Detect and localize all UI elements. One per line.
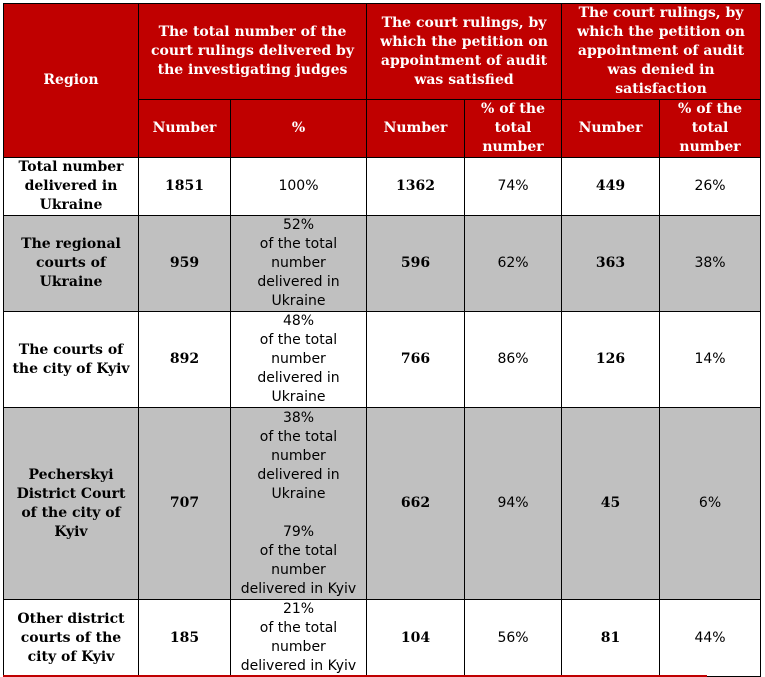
percent-line: 48% [282,313,315,329]
table-row [4,216,761,312]
header-row-top [4,4,761,100]
table-row [4,158,761,216]
percent-line: Ukraine [271,293,326,309]
total-percent-cell [231,600,367,677]
header-total-percent: % [231,100,367,158]
percent-line: 21% [282,601,315,617]
denied-number-cell: 81 [562,600,660,677]
table-row [4,312,761,408]
table-row [4,600,761,677]
satisfied-percent-cell: 94% [465,408,562,600]
region-cell: Pecherskyi District Court of the city of Kyiv [4,408,139,600]
header-satisfied-number: Number [367,100,465,158]
denied-percent-cell: 38% [660,216,761,312]
header-satisfied-rulings: The court rulings, by which the petition on appointment of audit was satisfied [367,4,562,100]
percent-line: number [271,351,326,367]
percent-line: 52% [282,217,315,233]
total-percent-cell [231,158,367,216]
total-number-cell: 185 [139,600,231,677]
percent-line: Ukraine [271,485,326,502]
satisfied-number-cell: 104 [367,600,465,677]
denied-percent-cell: 26% [660,158,761,216]
percent-line: delivered in Kyiv [240,580,357,597]
denied-number-cell: 449 [562,158,660,216]
percent-line: of the total [259,428,338,445]
total-number-cell: 1851 [139,158,231,216]
total-percent-cell [231,216,367,312]
header-denied-rulings: The court rulings, by which the petition on appointment of audit was denied in satisfaction [562,4,761,100]
percent-line: of the total [259,542,338,559]
denied-percent-cell: 14% [660,312,761,408]
region-cell: Other district courts of the city of Kyiv [4,600,139,677]
header-region: Region [4,4,139,158]
percent-line: of the total [259,236,338,252]
denied-number-cell: 363 [562,216,660,312]
table-body [4,158,761,677]
total-number-cell: 707 [139,408,231,600]
header-satisfied-percent: % of the total number [465,100,562,158]
header-total-rulings: The total number of the court rulings delivered by the investigating judges [139,4,367,100]
denied-percent-cell: 6% [660,408,761,600]
satisfied-number-cell: 766 [367,312,465,408]
header-total-number: Number [139,100,231,158]
header-denied-number: Number [562,100,660,158]
satisfied-percent-cell: 62% [465,216,562,312]
percent-line: Ukraine [271,389,326,405]
denied-number-cell: 45 [562,408,660,600]
denied-percent-cell: 44% [660,600,761,677]
percent-line: number [271,561,326,578]
total-number-cell: 959 [139,216,231,312]
satisfied-percent-cell: 56% [465,600,562,677]
percent-line: delivered in [257,370,340,386]
satisfied-percent-cell: 74% [465,158,562,216]
total-percent-cell [231,312,367,408]
denied-number-cell: 126 [562,312,660,408]
percent-line: 100% [278,178,319,194]
percent-line: of the total [259,620,338,636]
table-row [4,408,761,600]
percent-line: delivered in Kyiv [240,658,357,674]
percent-line: number [271,255,326,271]
region-cell: The regional courts of Ukraine [4,216,139,312]
region-cell: Total number delivered in Ukraine [4,158,139,216]
satisfied-percent-cell: 86% [465,312,562,408]
satisfied-number-cell: 1362 [367,158,465,216]
percent-line: 79% [282,523,315,540]
percent-line: delivered in [257,466,340,483]
satisfied-number-cell: 662 [367,408,465,600]
percent-line: number [271,639,326,655]
court-rulings-table [3,3,761,677]
line-gap [234,504,363,523]
satisfied-number-cell: 596 [367,216,465,312]
percent-line: number [271,447,326,464]
percent-line: 38% [282,409,315,426]
total-number-cell: 892 [139,312,231,408]
total-percent-cell [231,408,367,600]
region-cell: The courts of the city of Kyiv [4,312,139,408]
header-denied-percent: % of the total number [660,100,761,158]
percent-line: delivered in [257,274,340,290]
percent-line: of the total [259,332,338,348]
